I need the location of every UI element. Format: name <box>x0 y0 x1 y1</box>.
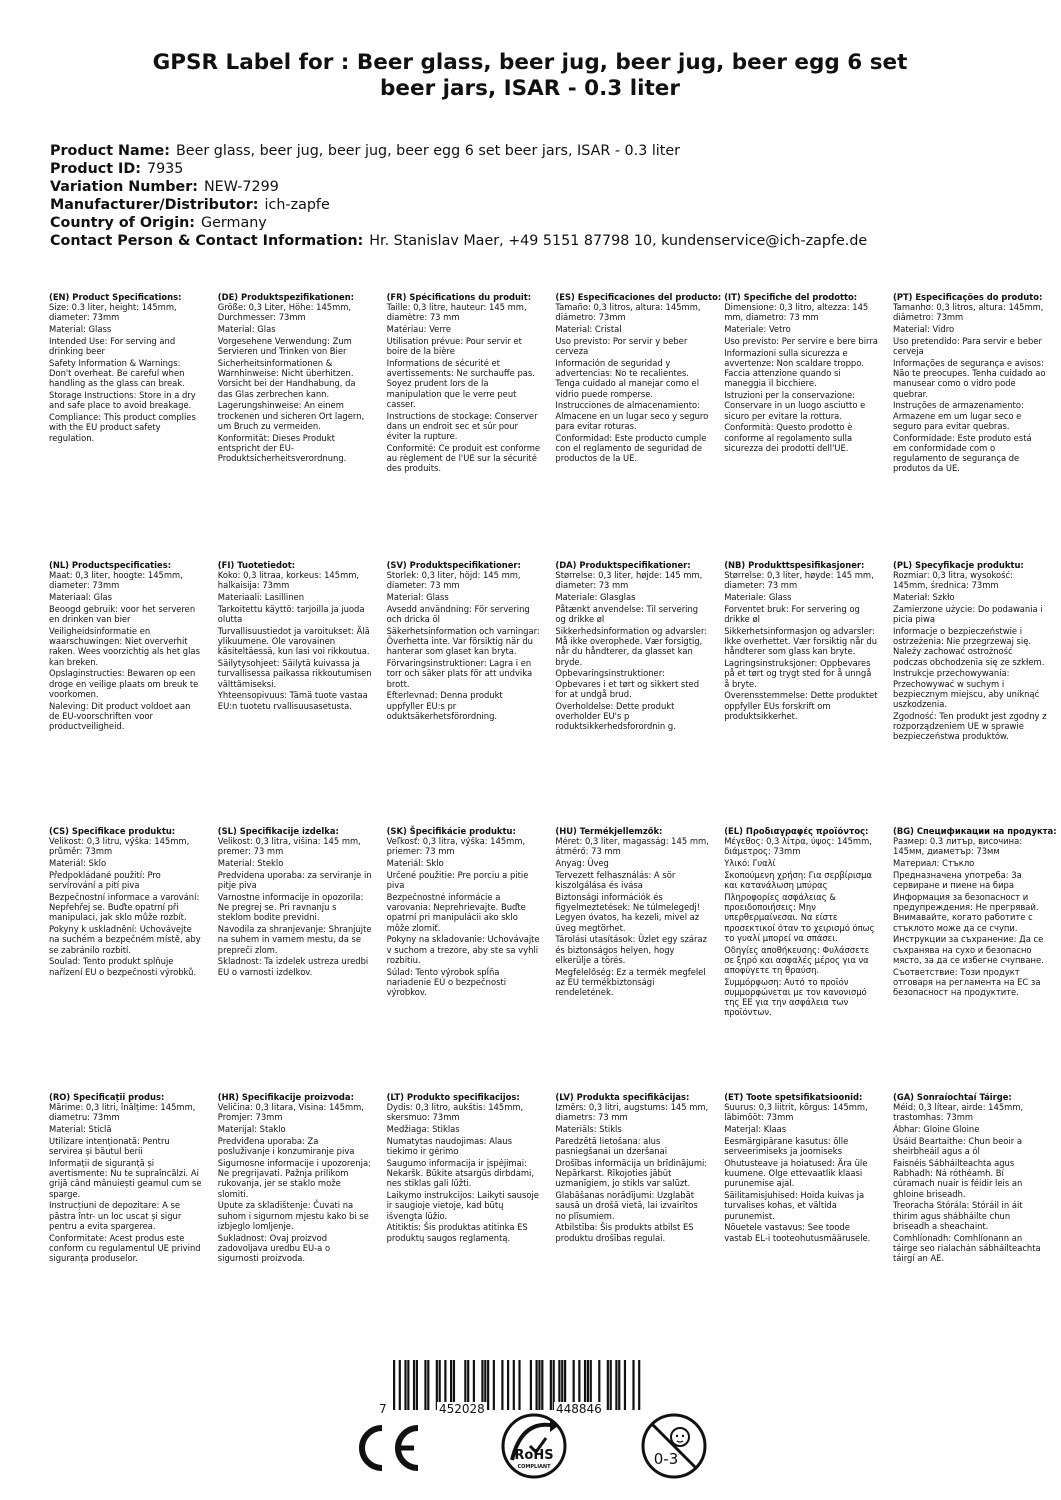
spec-section <box>893 826 1061 999</box>
spec-section <box>555 560 723 733</box>
info-value: ich-zapfe <box>264 197 330 213</box>
spec-paragraph: Größe: 0,3 Liter, Höhe: 145mm, Durchmesser: 73mm <box>217 302 352 323</box>
barcode-bar <box>416 1360 418 1410</box>
spec-paragraph: Размер: 0.3 литър, височина: 145мм, диаметър: 73мм <box>893 836 1023 857</box>
spec-paragraph: Предназначена употреба: За сервиране и пиене на бира <box>893 870 1022 891</box>
spec-heading: (FI) Tuotetiedot: <box>217 560 296 570</box>
spec-paragraph: Materiāls: Stikls <box>555 1124 622 1135</box>
spec-section <box>218 292 386 465</box>
spec-paragraph: Velikost: 0,3 litru, výška: 145mm, průměr: 73mm <box>49 836 190 857</box>
rohs-compliant-icon <box>500 1412 568 1480</box>
spec-paragraph: Paredzētā lietošana: alus pasniegšanai un dzeršanai <box>555 1136 668 1157</box>
spec-paragraph: Předpokládané použití: Pro servírování a pití piva <box>49 870 161 891</box>
spec-heading: (LT) Produkto specifikacijos: <box>386 1092 520 1102</box>
barcode-bar <box>618 1360 620 1410</box>
spec-paragraph: Safety Information & Warnings: Don't overheat. Be careful when handling as the glass can break. <box>49 358 185 389</box>
spec-paragraph: Saugumo informacija ir įspėjimai: Nekaršk. Būkite atsargūs dirbdami, nes stiklas gali lūžti. <box>386 1158 535 1189</box>
spec-paragraph: Matériau: Verre <box>386 324 452 335</box>
spec-heading: (SK) Špecifikácie produktu: <box>386 826 516 836</box>
spec-paragraph: Maat: 0,3 liter, hoogte: 145mm, diameter: 73mm <box>49 570 183 591</box>
spec-paragraph: Информация за безопасност и предупреждения: Не прегрявай. Внимавайте, когато работите с стъклото може да се счупи. <box>893 892 1039 933</box>
spec-paragraph: Atbilstība: Šis produkts atbilst ES produktu drošības regulai. <box>555 1222 694 1243</box>
info-label: Contact Person & Contact Information: <box>50 233 364 249</box>
spec-paragraph: Material: Steklo <box>217 858 284 869</box>
spec-paragraph: Tarkoitettu käyttö: tarjoilla ja juoda olutta <box>217 604 365 625</box>
spec-paragraph: Conformitate: Acest produs este conform cu regulamentul UE privind siguranța produselor. <box>49 1232 201 1264</box>
info-value: Beer glass, beer jug, beer jug, beer egg 6 set beer jars, ISAR - 0.3 liter <box>175 143 681 159</box>
spec-paragraph: Informations de sécurité et avertissements: Ne surchauffe pas. Soyez prudent lors de la manipulation que le verre peut casser. <box>386 358 535 409</box>
spec-paragraph: Forventet bruk: For servering og drikke øl <box>724 604 860 625</box>
barcode-bar <box>513 1360 515 1410</box>
age-range-text: 0-3 <box>653 1450 679 1468</box>
barcode-bar <box>393 1360 395 1410</box>
spec-paragraph: Materiaali: Lasillinen <box>217 592 305 603</box>
barcode-bar <box>404 1360 406 1410</box>
spec-paragraph: Lagerungshinweise: An einem trockenen und sicheren Ort lagern, um Bruch zu vermeiden. <box>217 400 365 431</box>
barcode-bar <box>615 1360 617 1410</box>
spec-paragraph: Méret: 0,3 liter, magasság: 145 mm, átmérő: 73 mm <box>555 836 709 857</box>
spec-paragraph: Συμμόρφωση: Αυτό το προϊόν συμμορφώνεται με τον κανονισμό της ΕΕ για την ασφάλεια των προϊόντων. <box>724 976 867 1018</box>
spec-paragraph: Úsáid Beartaithe: Chun beoir a sheirbheáil agus a ól <box>893 1136 1022 1157</box>
product-info <box>50 142 1040 250</box>
spec-paragraph: Konformität: Dieses Produkt entspricht der EU-Produktsicherheitsverordnung. <box>217 432 347 464</box>
spec-paragraph: Conformidade: Este produto está em conformidade com o regulamento de segurança de produtos da UE. <box>893 432 1032 474</box>
spec-section <box>724 1092 892 1244</box>
spec-paragraph: Storage Instructions: Store in a dry and safe place to avoid breakage. <box>49 390 196 411</box>
spec-section <box>893 1092 1061 1265</box>
spec-section <box>555 292 723 465</box>
spec-paragraph: Soulad: Tento produkt splňuje nařízení EU o bezpečnosti výrobků. <box>49 956 197 977</box>
barcode-digits-right: 448846 <box>556 1402 602 1416</box>
barcode-bar <box>501 1360 503 1410</box>
spec-paragraph: Rozmiar: 0,3 litra, wysokość: 145mm, średnica: 73mm <box>893 570 1013 591</box>
spec-paragraph: Anyag: Üveg <box>555 858 609 869</box>
info-label: Manufacturer/Distributor: <box>50 197 259 213</box>
info-row <box>50 214 1040 232</box>
spec-heading: (EL) Προδιαγραφές προϊόντος: <box>724 826 869 836</box>
ce-mark-icon <box>352 1424 424 1472</box>
spec-section <box>218 1092 386 1265</box>
barcode-bar <box>427 1360 429 1410</box>
spec-paragraph: Nõuetele vastavus: See toode vastab EL-i tooteohutusmäärusele. <box>724 1222 871 1243</box>
spec-paragraph: Lagringsinstruksjoner: Oppbevares på et tørt og trygt sted for å unngå å bryte. <box>724 658 872 689</box>
spec-paragraph: Tamaño: 0,3 litros, altura: 145mm, diámetro: 73mm <box>555 302 701 323</box>
spec-paragraph: Dydis: 0,3 litro, aukštis: 145mm, skersmuo: 73mm <box>386 1102 524 1123</box>
info-value: 7935 <box>146 161 184 177</box>
barcode-bar <box>518 1360 520 1410</box>
title-line-1: GPSR Label for : Beer glass, beer jug, beer jug, beer egg 6 set <box>152 50 908 75</box>
spec-paragraph: Tárolási utasítások: Üzlet egy száraz és biztonságos helyen, hogy elkerülje a törés. <box>555 934 707 965</box>
spec-paragraph: Conformità: Questo prodotto è conforme al regolamento sulla sicurezza dei prodotti dell'UE. <box>724 422 853 453</box>
spec-heading: (CS) Specifikace produktu: <box>49 826 176 836</box>
barcode-bar <box>536 1360 538 1410</box>
spec-paragraph: Sukladnost: Ovaj proizvod zadovoljava uredbu EU-a o sigurnosti proizvoda. <box>217 1232 331 1264</box>
spec-paragraph: Zgodność: Ten produkt jest zgodny z rozporządzeniem UE w sprawie bezpieczeństwa produktów. <box>893 710 1047 742</box>
spec-paragraph: Säilytysohjeet: Säilytä kuivassa ja turvallisessa paikassa rikkoutumisen välttämiseksi. <box>217 658 372 689</box>
spec-heading: (HR) Specifikacije proizvoda: <box>217 1092 354 1102</box>
spec-paragraph: Инструкции за съхранение: Да се съхранява на сухо и безопасно място, за да се избегне счупване. <box>893 934 1044 965</box>
spec-paragraph: Sikkerhetsinformasjon og advarsler: Ikke overhettet. Vær forsiktig når du håndterer som glass kan bryte. <box>724 626 878 657</box>
spec-paragraph: Eesmärgipärane kasutus: õlle serveerimiseks ja joomiseks <box>724 1136 849 1157</box>
spec-heading: (IT) Specifiche del prodotto: <box>724 292 858 302</box>
spec-paragraph: Informações de segurança e avisos: Não te preocupes. Tenha cuidado ao manusear como o vidro pode quebrar. <box>893 358 1046 399</box>
spec-paragraph: Storlek: 0,3 liter, höjd: 145 mm, diameter: 73 mm <box>386 570 521 591</box>
spec-paragraph: Méid: 0,3 lítear, airde: 145mm, trastomhas: 73mm <box>893 1102 1024 1123</box>
spec-paragraph: Υλικό: Γυαλί <box>724 858 776 869</box>
spec-paragraph: Instructions de stockage: Conserver dans un endroit sec et sûr pour éviter la rupture. <box>386 410 538 442</box>
spec-heading: (NB) Produkttspesifikasjoner: <box>724 560 865 570</box>
spec-heading: (EN) Product Specifications: <box>49 292 182 302</box>
spec-paragraph: Beoogd gebruik: voor het serveren en drinken van bier <box>49 604 196 625</box>
spec-paragraph: Materiál: Sklo <box>49 858 107 869</box>
spec-section <box>724 560 892 723</box>
spec-paragraph: Σκοπούμενη χρήση: Για σερβίρισμα και κατανάλωση μπύρας <box>724 870 872 891</box>
spec-paragraph: Efterlevnad: Denna produkt uppfyller EU:s pr oduktsäkerhetsförordning. <box>386 690 503 721</box>
barcode-bar <box>541 1360 543 1410</box>
spec-paragraph: Instruções de armazenamento: Armazene em um lugar seco e seguro para evitar quebras. <box>893 400 1024 431</box>
spec-paragraph: Съответствие: Този продукт отговаря на регламента на ЕС за безопасност на продуктите. <box>893 966 1041 998</box>
spec-section <box>555 826 723 999</box>
spec-paragraph: Veľkosť: 0,3 litra, výška: 145mm, priemer: 73 mm <box>386 836 526 857</box>
spec-paragraph: Materiał: Szkło <box>893 592 955 603</box>
spec-paragraph: Vorgesehene Verwendung: Zum Servieren und Trinken von Bier <box>217 336 352 357</box>
spec-heading: (BG) Спецификации на продукта: <box>893 826 1057 836</box>
spec-paragraph: Størrelse: 0,3 liter, høyde: 145 mm, diameter: 73 mm <box>724 570 874 591</box>
barcode-bar <box>493 1360 495 1410</box>
spec-paragraph: Οδηγίες αποθήκευσης: Φυλάσσετε σε ξηρό και ασφαλές μέρος για να αποφύγετε τη θραύση. <box>724 944 870 976</box>
spec-paragraph: Istruzioni per la conservazione: Conservare in un luogo asciutto e sicuro per evitare la rottura. <box>724 390 866 421</box>
spec-paragraph: Laikymo instrukcijos: Laikyti sausoje ir saugioje vietoje, kad būtų išvengta lūžio. <box>386 1190 539 1221</box>
spec-paragraph: Materiál: Sklo <box>386 858 444 869</box>
spec-paragraph: Material: Glass <box>49 324 112 335</box>
barcode-bar <box>487 1360 489 1410</box>
spec-paragraph: Megfelelőség: Ez a termék megfelel az EU termékbiztonsági rendeletének. <box>555 966 706 998</box>
spec-paragraph: Informații de siguranță și avertismente: Nu te supraîncălzi. Ai grijă când mânuiești geamul cum se sparge. <box>49 1158 202 1199</box>
spec-paragraph: Material: Vidro <box>893 324 955 335</box>
spec-section <box>387 826 555 999</box>
info-value: Germany <box>201 215 267 231</box>
spec-paragraph: Izmērs: 0,3 litri, augstums: 145 mm, diametrs: 73 mm <box>555 1102 709 1123</box>
spec-paragraph: Pokyny na skladovanie: Uchovávajte v suchom a trezore, aby ste sa vyhli rozbitiu. <box>386 934 540 965</box>
spec-paragraph: Navodila za shranjevanje: Shranjujte na suhem in varnem mestu, da se prepreči zlom. <box>217 924 372 955</box>
spec-paragraph: Størrelse: 0,3 liter, højde: 145 mm, diameter: 73 mm <box>555 570 703 591</box>
barcode-bar <box>407 1360 409 1410</box>
barcode-bar <box>610 1360 612 1410</box>
spec-paragraph: Predvidena uporaba: za serviranje in pitje piva <box>217 870 372 891</box>
spec-paragraph: Skladnost: Ta izdelek ustreza uredbi EU o varnosti izdelkov. <box>217 956 369 977</box>
barcode-bar <box>413 1360 415 1410</box>
spec-paragraph: Atitiktis: Šis produktas atitinka ES produktų saugos reglamentą. <box>386 1222 528 1243</box>
spec-heading: (PT) Especificações do produto: <box>893 292 1043 302</box>
spec-section <box>387 1092 555 1244</box>
spec-paragraph: Material: Glas <box>217 324 276 335</box>
spec-paragraph: Bezpečnostné informácie a varovania: Neprehrievajte. Buďte opatrní pri manipulácii ako sklo môže zlomiť. <box>386 892 526 933</box>
barcode <box>377 1360 659 1416</box>
spec-paragraph: Säkerhetsinformation och varningar: Överhetta inte. Var försiktig när du hanterar som glaset kan bryta. <box>386 626 540 657</box>
info-label: Variation Number: <box>50 179 198 195</box>
spec-paragraph: Veličina: 0,3 litara, Visina: 145mm, Promjer: 73mm <box>217 1102 364 1123</box>
spec-paragraph: Ohutusteave ja hoiatused: Ära üle kuumene. Olge ettevaatlik klaasi purunemise ajal. <box>724 1158 868 1189</box>
title-line-2: beer jars, ISAR - 0.3 liter <box>380 76 680 101</box>
spec-paragraph: Sicherheitsinformationen & Warnhinweise: Nicht überhitzen. Vorsicht bei der Handhabung, da das Glas zerbrechen kann. <box>217 358 356 399</box>
spec-paragraph: Opslaginstructies: Bewaren op een droge en veilige plaats om breuk te voorkomen. <box>49 668 199 699</box>
label-title <box>60 50 1000 102</box>
barcode-bar <box>607 1360 609 1410</box>
spec-paragraph: Comhlíonadh: Comhlíonann an táirge seo rialachán sábháilteachta táirgí an AE. <box>893 1232 1041 1264</box>
spec-paragraph: Uso previsto: Per servire e bere birra <box>724 336 878 346</box>
spec-section <box>724 826 892 1019</box>
spec-paragraph: Instrucciones de almacenamiento: Almacene en un lugar seco y seguro para evitar roturas. <box>555 400 709 431</box>
spec-paragraph: Materijal: Staklo <box>217 1124 286 1135</box>
spec-heading: (ET) Toote spetsifikatsioonid: <box>724 1092 863 1102</box>
spec-heading: (PL) Specyfikacje produktu: <box>893 560 1024 570</box>
spec-heading: (HU) Termékjellemzők: <box>555 826 663 836</box>
spec-section <box>49 826 217 978</box>
spec-paragraph: Size: 0.3 liter, height: 145mm, diameter: 73mm <box>49 302 177 323</box>
spec-heading: (DE) Produktspezifikationen: <box>217 292 355 302</box>
spec-paragraph: Utilizare intenționată: Pentru servirea și băutul berii <box>49 1136 170 1157</box>
barcode-bar <box>530 1360 532 1410</box>
spec-paragraph: Πληροφορίες ασφάλειας & προειδοποιήσεις: Μην υπερθερμαίνεσαι. Να είστε προσεκτικοί όταν το χειρισμό όπως το γυαλί μπορεί να σπάσει. <box>724 892 875 943</box>
spec-section <box>555 1092 723 1244</box>
spec-paragraph: Turvallisuustiedot ja varoitukset: Älä ylikuumene. Ole varovainen käsiteltäessä, kun lasi voi rikkoutua. <box>217 626 370 657</box>
spec-heading: (RO) Specificații produs: <box>49 1092 165 1102</box>
spec-paragraph: Pokyny k uskladnění: Uchovávejte na suchém a bezpečném místě, aby se zabránilo rozbití. <box>49 924 201 955</box>
spec-paragraph: Yhteensopivuus: Tämä tuote vastaa EU:n tuotetu rvallisuusasetusta. <box>217 690 368 711</box>
spec-paragraph: Material: Cristal <box>555 324 622 335</box>
spec-paragraph: Mărime: 0,3 litri, înălțime: 145mm, diametru: 73mm <box>49 1102 196 1123</box>
spec-section <box>387 560 555 723</box>
spec-paragraph: Taille: 0,3 litre, hauteur: 145 mm, diamètre: 73 mm <box>386 302 527 323</box>
spec-paragraph: Materiaal: Glas <box>49 592 112 603</box>
spec-section <box>49 1092 217 1265</box>
spec-paragraph: Dimensione: 0,3 litro, altezza: 145 mm, diametro: 73 mm <box>724 302 869 323</box>
spec-paragraph: Overensstemmelse: Dette produktet oppfyller EUs forskrift om produktsikkerhet. <box>724 690 878 721</box>
spec-paragraph: Bezpečnostní informace a varování: Nepřehřej se. Buďte opatrní při manipulaci, jak sklo může rozbít. <box>49 892 200 923</box>
spec-paragraph: Utilisation prévue: Pour servir et boire de la bière <box>386 336 522 357</box>
info-row <box>50 196 1040 214</box>
spec-heading: (GA) Sonraíochtaí Táirge: <box>893 1092 1012 1102</box>
spec-paragraph: Tamanho: 0,3 litros, altura: 145mm, diâmetro: 73mm <box>893 302 1044 323</box>
spec-paragraph: Informazioni sulla sicurezza e avvertenze: Non scaldare troppo. Faccia attenzione quando si maneggia il bicchiere. <box>724 347 864 389</box>
spec-paragraph: Conformité: Ce produit est conforme au règlement de l'UE sur la sécurité des produits. <box>386 442 541 474</box>
spec-section <box>49 560 217 733</box>
spec-heading: (LV) Produkta specifikācijas: <box>555 1092 690 1102</box>
spec-paragraph: Material: Sticlă <box>49 1124 112 1135</box>
barcode-bar <box>538 1360 540 1410</box>
barcode-bar <box>424 1360 426 1410</box>
spec-paragraph: Material: Glass <box>386 592 449 603</box>
spec-section <box>218 560 386 712</box>
spec-paragraph: Biztonsági információk és figyelmeztetések: Ne túlmelegedj! Legyen óvatos, ha kezeli, mivel az üveg megtörhet. <box>555 892 701 933</box>
spec-paragraph: Veiligheidsinformatie en waarschuwingen: Niet oververhit raken. Wees voorzichtig als het glas kan breken. <box>49 626 200 667</box>
spec-section <box>218 826 386 978</box>
spec-heading: (SV) Produktspecifikationer: <box>386 560 521 570</box>
spec-paragraph: Sikkerhedsinformation og advarsler: Må ikke overophede. Vær forsigtig, når du håndterer, da glasset kan bryde. <box>555 626 708 667</box>
info-label: Product Name: <box>50 143 170 159</box>
spec-paragraph: Instrucțiuni de depozitare: A se păstra într- un loc uscat și sigur pentru a evita spargerea. <box>49 1200 182 1231</box>
spec-paragraph: Instrukcje przechowywania: Przechowywać w suchym i bezpiecznym miejscu, aby uniknąć uszkodzenia. <box>893 668 1040 710</box>
info-value: Hr. Stanislav Maer, +49 5151 87798 10, kundenservice@ich-zapfe.de <box>369 233 868 249</box>
spec-paragraph: Opbevaringsinstruktioner: Opbevares i et tørt og sikkert sted for at undgå brud. <box>555 668 700 699</box>
spec-section <box>724 292 892 455</box>
spec-paragraph: Conformidad: Este producto cumple con el reglamento de seguridad de productos de la UE. <box>555 432 707 464</box>
spec-heading: (ES) Especificaciones del producto: <box>555 292 722 302</box>
spec-paragraph: Información de seguridad y advertencias: No te recalientes. Tenga cuidado al manejar como el vidrio puede romperse. <box>555 358 700 399</box>
rohs-compliant-text: COMPLIANT <box>517 1464 551 1470</box>
spec-paragraph: Faisnéis Sábháilteachta agus Rabhadh: Ná róthéamh. Bí cúramach nuair is féidir leis an ghloine briseadh. <box>893 1158 1023 1199</box>
spec-paragraph: Numatytas naudojimas: Alaus tiekimo ir gėrimo <box>386 1136 512 1157</box>
spec-paragraph: Materiale: Glasglas <box>555 592 636 603</box>
spec-paragraph: Materiale: Vetro <box>724 324 791 335</box>
spec-paragraph: Určené použitie: Pre porciu a pitie piva <box>386 870 529 891</box>
spec-paragraph: Intended Use: For serving and drinking beer <box>49 336 176 357</box>
spec-paragraph: Compliance: This product complies with the EU product safety regulation. <box>49 412 196 443</box>
spec-paragraph: Koko: 0,3 litraa, korkeus: 145mm, halkaisija: 73mm <box>217 570 360 591</box>
spec-paragraph: Förvaringsinstruktioner: Lagra i en torr och säker plats för att undvika brott. <box>386 658 533 689</box>
spec-paragraph: Drošības informācija un brīdinājumi: Nepārkarst. Rīkojoties jābūt uzmanīgiem, jo stikls var salūzt. <box>555 1158 708 1189</box>
spec-paragraph: Materjal: Klaas <box>724 1124 787 1135</box>
spec-section <box>893 560 1061 743</box>
spec-paragraph: Treoracha Stórála: Stóráil in áit thirim agus shábháilte chun briseadh a sheachaint. <box>893 1200 1023 1231</box>
not-for-children-0-3-icon <box>640 1412 708 1480</box>
spec-heading: (SL) Specifikacije izdelka: <box>217 826 339 836</box>
barcode-bar <box>399 1360 401 1410</box>
spec-section <box>893 292 1061 475</box>
spec-paragraph: Zamierzone użycie: Do podawania i picia piwa <box>893 604 1043 625</box>
barcode-digit-first: 7 <box>379 1402 387 1416</box>
spec-heading: (FR) Spécifications du produit: <box>386 292 532 302</box>
spec-paragraph: Påtænkt anvendelse: Til servering og drikke øl <box>555 604 699 625</box>
spec-paragraph: Материал: Стъкло <box>893 858 975 869</box>
info-label: Country of Origin: <box>50 215 196 231</box>
spec-paragraph: Uso previsto: Por servir y beber cerveza <box>555 336 688 357</box>
info-row <box>50 160 1040 178</box>
spec-paragraph: Μέγεθος: 0,3 λίτρα, ύψος: 145mm, διάμετρος: 73mm <box>724 836 872 857</box>
spec-paragraph: Suurus: 0,3 liitrit, kõrgus: 145mm, läbimõõt: 73mm <box>724 1102 868 1123</box>
spec-paragraph: Súlad: Tento výrobok spĺňa nariadenie EÚ o bezpečnosti výrobkov. <box>386 966 507 998</box>
barcode-bar <box>624 1360 626 1410</box>
spec-paragraph: Overholdelse: Dette produkt overholder EU's p roduktsikkerhedsforordnin g. <box>555 700 676 732</box>
spec-paragraph: Informacje o bezpieczeństwie i ostrzeżenia: Nie przegrzewaj się. Należy zachować ostrożność podczas obchodzenia się ze szkłem. <box>893 626 1045 667</box>
spec-paragraph: Velikost: 0,3 litra, višina: 145 mm, premer: 73 mm <box>217 836 361 857</box>
spec-paragraph: Säilitamisjuhised: Hoida kuivas ja turvalises kohas, et vältida purunemist. <box>724 1190 865 1221</box>
barcode-bar <box>632 1360 634 1410</box>
spec-paragraph: Sigurnosne informacije i upozorenja: Ne pregrijavati. Pažnja prilikom rukovanja, jer se staklo može slomiti. <box>217 1158 371 1199</box>
spec-heading: (DA) Produktspecifikationer: <box>555 560 691 570</box>
spec-section <box>387 292 555 475</box>
spec-paragraph: Glabāšanas norādījumi: Uzglabāt sausā un drošā vietā, lai izvairītos no plīsumiem. <box>555 1190 698 1221</box>
spec-paragraph: Materiale: Glass <box>724 592 792 603</box>
spec-section <box>49 292 217 444</box>
barcode-bars <box>393 1360 643 1410</box>
barcode-bar <box>550 1360 552 1410</box>
info-row <box>50 232 1040 250</box>
barcode-bar <box>638 1360 640 1410</box>
spec-paragraph: Uso pretendido: Para servir e beber cerveja <box>893 336 1042 357</box>
info-row <box>50 142 1040 160</box>
spec-paragraph: Naleving: Dit product voldoet aan de EU-voorschriften voor productveiligheid. <box>49 700 191 732</box>
spec-paragraph: Varnostne informacije in opozorila: Ne pregrej se. Pri ravnanju s steklom bodite previdni. <box>217 892 364 923</box>
spec-paragraph: Tervezett felhasználás: A sör kiszolgálása és ivása <box>555 870 676 891</box>
spec-paragraph: Predviđena uporaba: Za posluživanje i konzumiranje piva <box>217 1136 355 1157</box>
rohs-text: RoHS <box>514 1448 554 1463</box>
info-value: NEW-7299 <box>203 179 279 195</box>
spec-heading: (NL) Productspecificaties: <box>49 560 172 570</box>
info-row <box>50 178 1040 196</box>
spec-paragraph: Ábhar: Gloine Gloine <box>893 1124 980 1135</box>
barcode-digits-left: 452028 <box>439 1402 485 1416</box>
spec-paragraph: Avsedd användning: För servering och dricka öl <box>386 604 530 625</box>
barcode-bar <box>507 1360 509 1410</box>
spec-paragraph: Upute za skladištenje: Čuvati na suhom i sigurnom mjestu kako bi se izbjeglo lomljenje. <box>217 1200 369 1231</box>
spec-paragraph: Medžiaga: Stiklas <box>386 1124 460 1135</box>
info-label: Product ID: <box>50 161 141 177</box>
